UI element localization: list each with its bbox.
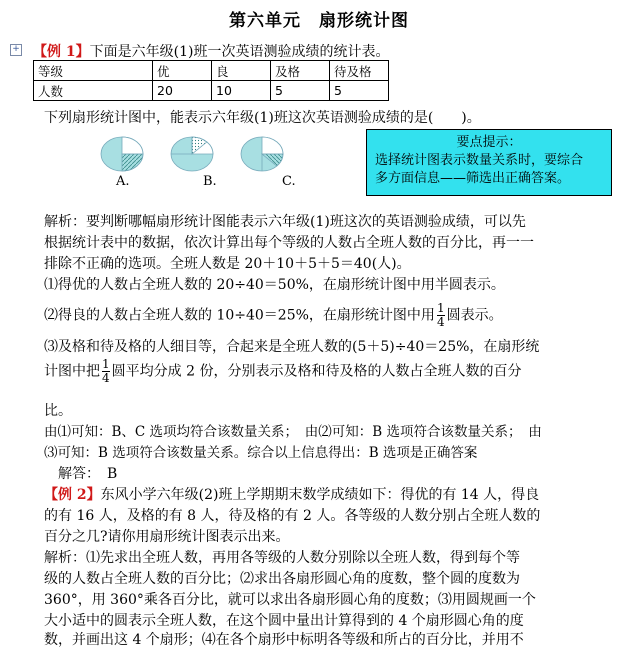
- pie-option-b: [170, 136, 214, 172]
- analysis-line-2: [44, 302, 503, 329]
- table-row: [34, 81, 389, 101]
- conclusion-line: ⑶可知：B 选项符合该数量关系。综合以上信息得出：B 选项是正确答案: [44, 445, 478, 461]
- fraction-one-quarter: [102, 358, 110, 385]
- fraction-numerator: 1: [102, 357, 110, 371]
- option-c-label: C.: [282, 174, 296, 189]
- example2-tag: 【例 2】: [44, 487, 101, 503]
- table-cell: 人数: [34, 81, 153, 101]
- example2-analysis-line: 数，并画出这 4 个扇形；⑷在各个扇形中标明各等级和所占的百分比，并用不: [44, 632, 524, 648]
- example1-tag: 【例 1】: [33, 44, 90, 60]
- example1-text: 下面是六年级(1)班一次英语测验成绩的统计表。: [89, 44, 390, 60]
- table-cell: 10: [212, 81, 271, 101]
- analysis-text: ⑵得良的人数占全班人数的 10÷40＝25%，在扇形统计图中用: [44, 307, 435, 324]
- table-cell: 20: [153, 81, 212, 101]
- question-text: 下列扇形统计图中，能表示六年级(1)班这次英语测验成绩的是( )。: [44, 110, 481, 126]
- table-cell: 及格: [271, 61, 330, 81]
- analysis-text: 圆平均分成 2 份，分别表示及格和待及格的人数占全班人数的百分: [111, 363, 522, 380]
- example2-analysis-line: 解析：⑴先求出全班人数，再用各等级的人数分别除以全班人数，得到每个等: [44, 550, 520, 566]
- tip-title: 要点提示：: [456, 135, 522, 150]
- example2-line: 的有 16 人，及格的有 8 人，待及格的有 2 人。各等级的人数分别占全班人数的: [44, 508, 541, 524]
- analysis-line-4: [44, 358, 521, 385]
- fraction-denominator: 4: [102, 371, 110, 385]
- fraction-denominator: 4: [436, 315, 445, 329]
- example2-analysis-line: 大小适中的圆表示全班人数，在这个圆中量出计算得到的 4 个扇形圆心角的度: [44, 613, 524, 629]
- answer-line: 解答： B: [44, 466, 118, 482]
- conclusion-line: 由⑴可知：B、C 选项均符合该数量关系； 由⑵可知：B 选项符合该数量关系； 由: [44, 424, 542, 440]
- table-header-row: [34, 61, 389, 81]
- table-cell: 优: [153, 61, 212, 81]
- example2-analysis-line: 360°，用 360°乘各百分比，就可以求出各扇形圆心角的度数；⑶用圆规画一个: [44, 592, 536, 608]
- move-handle-icon[interactable]: +: [10, 44, 22, 56]
- example2-text: 东风小学六年级(2)班上学期期末数学成绩如下：得优的有 14 人，得良: [100, 487, 540, 503]
- table-cell: 5: [330, 81, 389, 101]
- example2-line: 百分之几?请你用扇形统计图表示出来。: [44, 529, 290, 545]
- pie-option-a: [100, 136, 144, 172]
- table-cell: 待及格: [330, 61, 389, 81]
- pie-option-c: [240, 136, 284, 172]
- tip-line: 多方面信息——筛选出正确答案。: [375, 171, 571, 186]
- analysis-line: 根据统计表中的数据，依次计算出每个等级的人数占全班人数的百分比，再一一: [44, 235, 534, 251]
- option-b-label: B.: [203, 174, 217, 189]
- analysis-line: ⑶及格和待及格的人细目等，合起来是全班人数的(5＋5)÷40＝25%，在扇形统: [44, 339, 540, 355]
- fraction-numerator: 1: [436, 301, 445, 315]
- page-title: 第六单元 扇形统计图: [229, 11, 409, 31]
- analysis-text: 圆表示。: [446, 307, 503, 324]
- analysis-line: ⑴得优的人数占全班人数的 20÷40＝50%，在扇形统计图中用半圆表示。: [44, 277, 505, 293]
- option-a-label: A.: [116, 174, 130, 189]
- tip-box: [366, 129, 612, 196]
- table-cell: 良: [212, 61, 271, 81]
- example2-analysis-line: 级的人数占全班人数的百分比；⑵求出各扇形圆心角的度数，整个圆的度数为: [44, 571, 520, 587]
- analysis-line: 比。: [44, 403, 72, 419]
- fraction-one-quarter: [437, 302, 445, 329]
- analysis-line: 排除不正确的选项。全班人数是 20＋10＋5＋5＝40(人)。: [44, 256, 411, 272]
- table-cell: 5: [271, 81, 330, 101]
- table-cell: 等级: [34, 61, 153, 81]
- tip-line: 选择统计图表示数量关系时，要综合: [375, 153, 584, 168]
- analysis-text: 计图中把: [44, 363, 100, 380]
- example2-heading: [44, 486, 539, 504]
- example1-heading: [33, 43, 389, 61]
- analysis-line: 解析：要判断哪幅扇形统计图能表示六年级(1)班这次的英语测验成绩，可以先: [44, 214, 526, 230]
- score-table: [33, 60, 389, 101]
